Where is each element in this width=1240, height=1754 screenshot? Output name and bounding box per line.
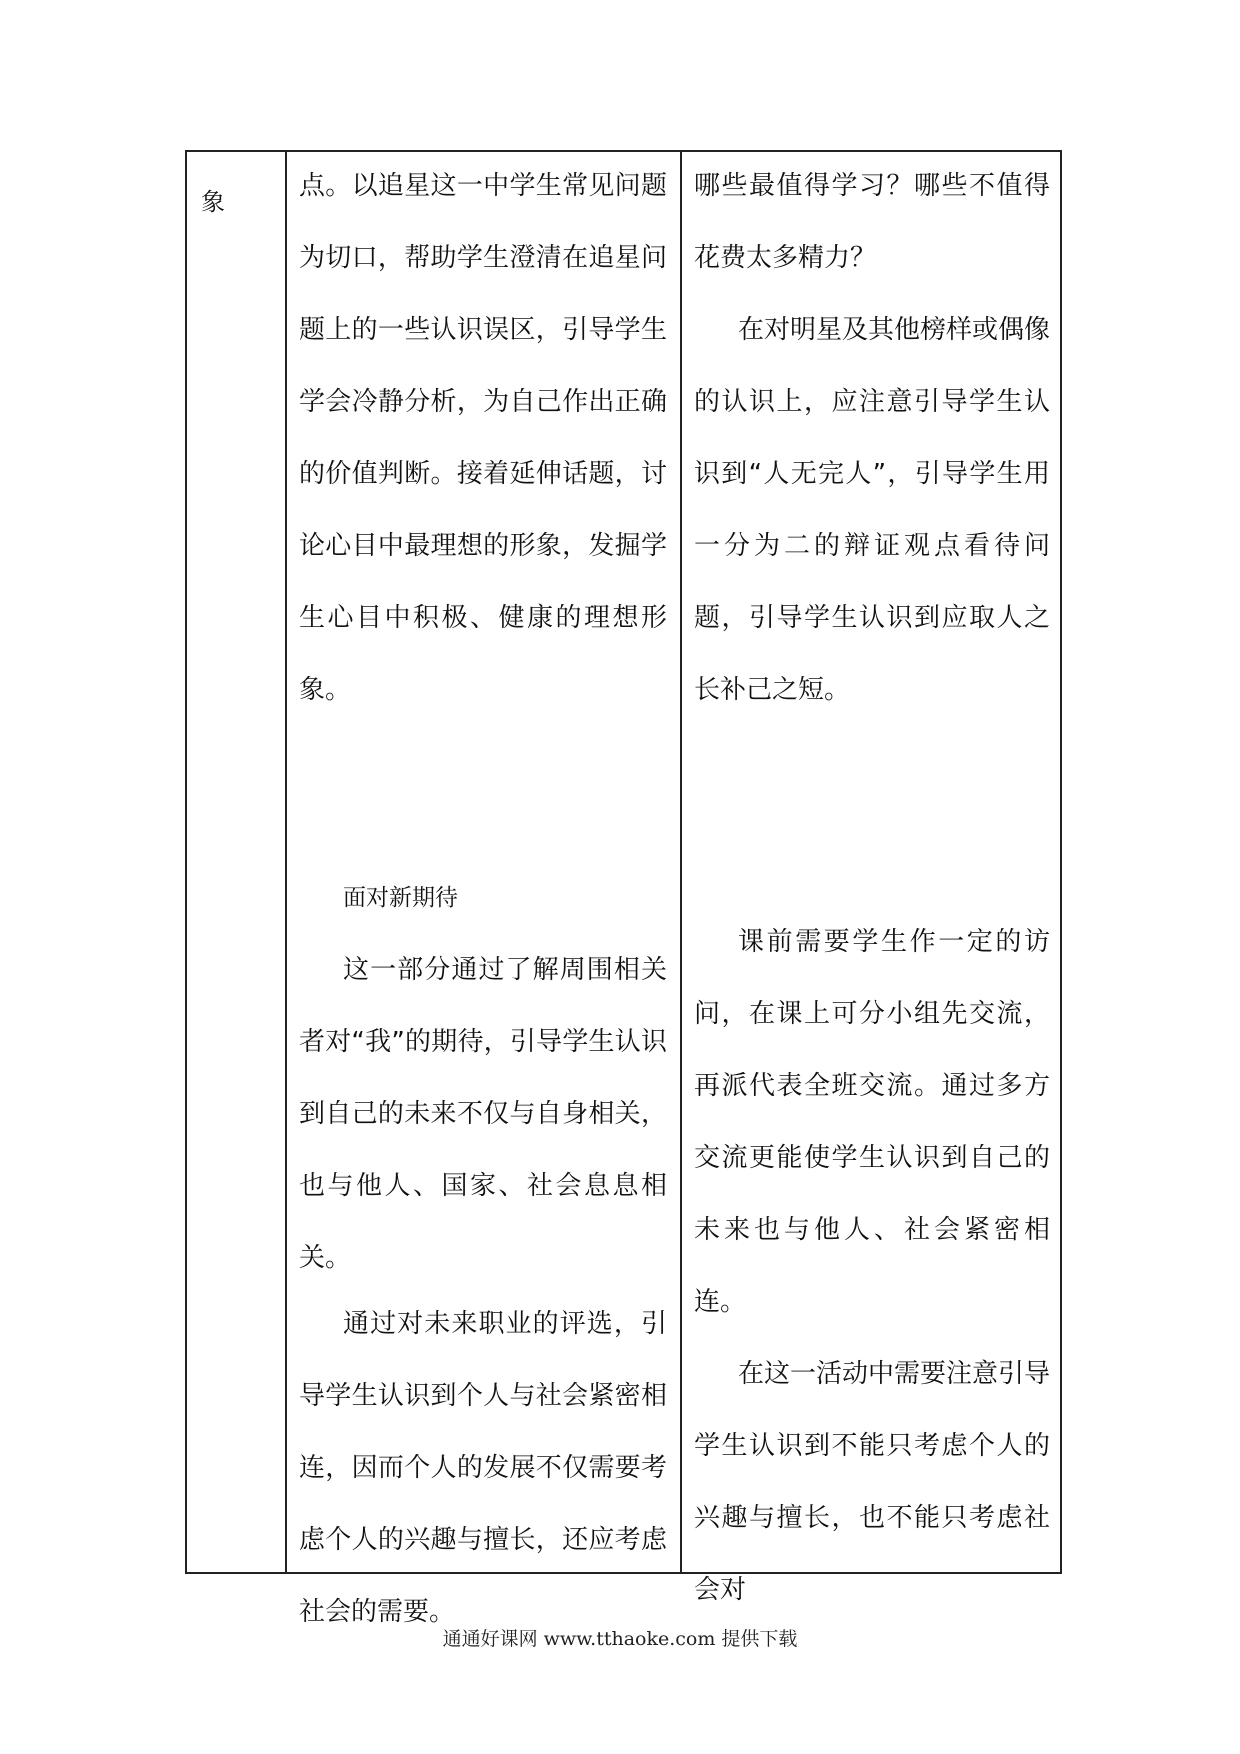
- col2-paragraph-1: 这一部分通过了解周围相关者对“我”的期待，引导学生认识到自己的未来不仅与自身相关，也与他人、国家、社会息息相关。: [299, 955, 667, 1273]
- col3-paragraph-3: 在这一活动中需要注意引导学生认识到不能只考虑个人的兴趣与擅长，也不能只考虑社会对: [694, 1359, 1051, 1605]
- column-2: [287, 152, 679, 1648]
- section-title: 面对新期待: [343, 885, 458, 911]
- column-1-text: 象: [201, 188, 225, 216]
- col3-intro-paragraph: 哪些最值得学习？哪些不值得花费太多精力？: [694, 171, 1050, 273]
- lesson-table: [185, 150, 1062, 1627]
- col2-intro-paragraph: 点。以追星这一中学生常见问题为切口，帮助学生澄清在追星问题上的一些认识误区，引导学生学会冷静分析，为自己作出正确的价值判断。接着延伸话题，讨论心目中最理想的形象，发掘学生心目中积极、健康的理想形象。: [299, 171, 667, 705]
- col3-paragraph-1: 在对明星及其他榜样或偶像的认识上，应注意引导学生认识到“人无完人”，引导学生用一分为二的辩证观点看待问题，引导学生认识到应取人之长补己之短。: [694, 315, 1051, 705]
- column-1: [187, 152, 285, 217]
- col3-paragraph-2: 课前需要学生作一定的访问，在课上可分小组先交流，再派代表全班交流。通过多方交流更能使学生认识到自己的未来也与他人、社会紧密相连。: [694, 927, 1050, 1317]
- col2-paragraph-2: 通过对未来职业的评选，引导学生认识到个人与社会紧密相连，因而个人的发展不仅需要考虑个人的兴趣与擅长，还应考虑社会的需要。: [299, 1309, 667, 1627]
- page-footer: 通通好课网 www.tthaoke.com 提供下载: [442, 1628, 798, 1650]
- column-3: [682, 152, 1062, 1626]
